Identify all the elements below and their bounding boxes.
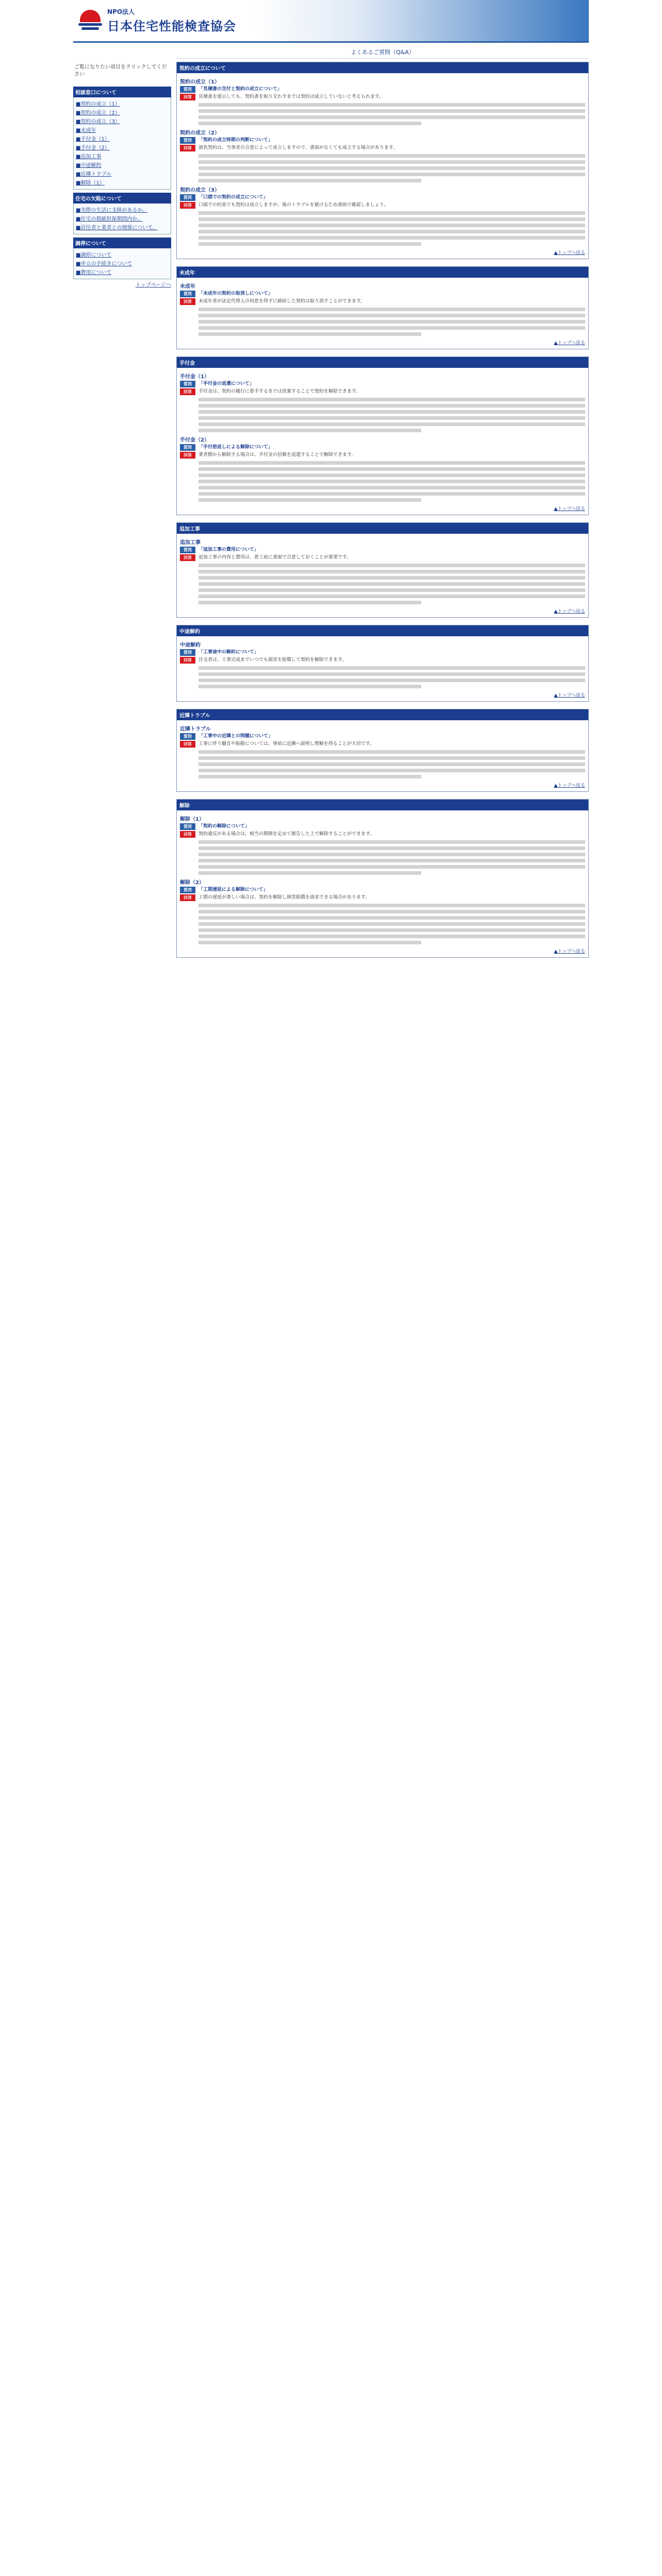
qa-item <box>180 538 585 604</box>
answer-text-line <box>198 115 585 119</box>
answer-text-line <box>198 224 585 227</box>
answer-badge: 回答 <box>180 657 195 664</box>
section-body <box>177 636 588 701</box>
nav-link[interactable]: ■契約の成立（3） <box>76 119 120 125</box>
answer-text-line <box>198 230 585 233</box>
nav-link[interactable]: ■費用について <box>76 270 112 276</box>
answer-badge: 回答 <box>180 894 195 901</box>
answer-text-line <box>198 756 585 760</box>
answer-text-line <box>198 498 421 502</box>
qa-heading[interactable]: 解除（1） <box>180 817 204 822</box>
answer-text-line <box>198 404 585 408</box>
answer-text-line <box>198 242 421 246</box>
section-title: 解除 <box>177 800 588 810</box>
answer-text-line <box>198 467 585 471</box>
answer-text-line <box>198 750 585 754</box>
nav-heading: 相談窓口について <box>73 87 171 97</box>
nav-link[interactable]: ■手付金（2） <box>76 145 110 151</box>
section-title: 手付金 <box>177 357 588 368</box>
answer-text: 未成年者が法定代理人の同意を得ずに締結した契約は取り消すことができます。 <box>198 299 366 304</box>
section-body <box>177 73 588 259</box>
question-text: 「契約の成立時期の判断について」 <box>198 138 273 143</box>
answer-row <box>180 831 585 838</box>
back-to-top-link[interactable]: ▲トップへ戻る <box>554 949 585 954</box>
answer-text: 手付金は、契約の履行に着手するまでは放棄することで契約を解除できます。 <box>198 389 361 394</box>
answer-text-line <box>198 308 585 311</box>
question-row <box>180 194 585 201</box>
answer-text-line <box>198 173 585 176</box>
answer-text-line <box>198 941 421 944</box>
back-to-top-link[interactable]: ▲トップへ戻る <box>554 341 585 346</box>
answer-text-line <box>198 326 585 330</box>
nav-link[interactable]: ■居住者と業者との関係について。 <box>76 225 158 231</box>
nav-heading: 調停について <box>73 238 171 248</box>
question-row <box>180 86 585 93</box>
question-badge: 質問 <box>180 887 195 893</box>
answer-text: 請負契約は、当事者の合意によって成立しますので、書面がなくても成立する場合があります。 <box>198 145 398 150</box>
answer-text-line <box>198 314 585 317</box>
qa-heading[interactable]: 中途解約 <box>180 642 201 648</box>
qa-heading[interactable]: 手付金（1） <box>180 374 209 380</box>
qa-item <box>180 435 585 502</box>
nav-heading: 住宅の欠陥について <box>73 193 171 204</box>
qa-heading[interactable]: 契約の成立（2） <box>180 130 220 136</box>
answer-text-line <box>198 853 585 856</box>
section-title: 近隣トラブル <box>177 709 588 720</box>
qa-heading[interactable]: 契約の成立（3） <box>180 188 220 193</box>
question-badge: 質問 <box>180 291 195 297</box>
question-badge: 質問 <box>180 137 195 144</box>
question-badge: 質問 <box>180 823 195 830</box>
question-badge: 質問 <box>180 444 195 451</box>
question-badge: 質問 <box>180 381 195 387</box>
answer-row <box>180 741 585 748</box>
faq-section <box>176 799 589 958</box>
question-text: 「工事途中の解約について」 <box>198 650 259 655</box>
qa-item <box>180 185 585 246</box>
answer-row <box>180 145 585 151</box>
qa-item <box>180 640 585 688</box>
nav-link[interactable]: ■未成年 <box>76 128 96 133</box>
qa-item <box>180 815 585 875</box>
org-type: NPO法人 <box>107 8 135 15</box>
answer-text-line <box>198 217 585 221</box>
answer-row <box>180 94 585 100</box>
nav-link[interactable]: ■申立の手続きについて <box>76 261 133 267</box>
answer-row <box>180 202 585 209</box>
answer-text: 契約違反がある場合は、相当の期間を定めて催告した上で解除することができます。 <box>198 832 375 837</box>
answer-text-line <box>198 320 585 324</box>
nav-box <box>73 97 171 190</box>
answer-badge: 回答 <box>180 554 195 561</box>
answer-text-line <box>198 492 585 496</box>
answer-text-line <box>198 410 585 414</box>
answer-text-line <box>198 236 585 240</box>
back-to-top-link[interactable]: ▲トップへ戻る <box>554 250 585 256</box>
answer-text-line <box>198 461 585 465</box>
intro-text: ご覧になりたい項目をクリックしてください <box>74 64 167 77</box>
qa-heading[interactable]: 追加工事 <box>180 540 201 546</box>
answer-row <box>180 298 585 305</box>
back-to-top-link[interactable]: ▲トップへ戻る <box>554 783 585 788</box>
faq-section <box>176 625 589 702</box>
answer-text-line <box>198 916 585 920</box>
answer-row <box>180 388 585 395</box>
answer-text-line <box>198 422 585 426</box>
site-logo[interactable] <box>77 7 236 34</box>
back-to-top-link[interactable]: ▲トップへ戻る <box>554 609 585 614</box>
answer-badge: 回答 <box>180 145 195 151</box>
question-row <box>180 547 585 553</box>
page <box>73 0 589 965</box>
back-to-top-link[interactable]: ▲トップへ戻る <box>554 693 585 698</box>
answer-text-line <box>198 672 585 676</box>
qa-heading[interactable]: 未成年 <box>180 284 195 290</box>
question-text: 「工期遅延による解除について」 <box>198 887 268 892</box>
answer-text-line <box>198 601 421 604</box>
answer-text-line <box>198 846 585 850</box>
answer-badge: 回答 <box>180 388 195 395</box>
answer-text-line <box>198 871 421 875</box>
answer-text: 業者側から解除する場合は、手付金の倍額を返還することで解除できます。 <box>198 452 356 457</box>
section-body <box>177 534 588 617</box>
qa-item <box>180 724 585 778</box>
question-row <box>180 137 585 144</box>
answer-text-line <box>198 666 585 670</box>
answer-badge: 回答 <box>180 202 195 209</box>
answer-text-line <box>198 769 585 772</box>
answer-text: 工事に伴う騒音や振動については、事前に近隣へ説明し理解を得ることが大切です。 <box>198 741 375 747</box>
answer-text-line <box>198 429 421 432</box>
answer-text-line <box>198 910 585 913</box>
nav-link[interactable]: ■契約の成立（2） <box>76 110 120 116</box>
question-row <box>180 887 585 893</box>
answer-text-line <box>198 103 585 107</box>
back-to-top-link[interactable]: ▲トップへ戻る <box>554 506 585 512</box>
qa-item <box>180 878 585 944</box>
top-page-link[interactable]: トップページへ <box>135 282 171 288</box>
question-badge: 質問 <box>180 733 195 740</box>
answer-text: 工期の遅延が著しい場合は、契約を解除し損害賠償を請求できる場合があります。 <box>198 895 370 900</box>
main-content <box>176 62 589 965</box>
question-text: 「追加工事の費用について」 <box>198 547 259 552</box>
answer-text-line <box>198 211 585 215</box>
section-body <box>177 810 588 957</box>
qa-heading[interactable]: 手付金（2） <box>180 437 209 443</box>
nav-link[interactable]: ■契約の成立（1） <box>76 101 120 107</box>
nav-link[interactable]: ■調停について <box>76 252 112 258</box>
answer-text-line <box>198 904 585 907</box>
answer-text-line <box>198 564 585 567</box>
answer-badge: 回答 <box>180 831 195 838</box>
nav-link[interactable]: ■中途解約 <box>76 163 102 168</box>
question-badge: 質問 <box>180 194 195 201</box>
qa-item <box>180 77 585 125</box>
question-text: 「手付金の返還について」 <box>198 381 254 386</box>
question-text: 「未成年の契約の取消しについて」 <box>198 291 273 296</box>
qa-heading[interactable]: 解除（2） <box>180 880 204 886</box>
answer-text-line <box>198 486 585 489</box>
question-row <box>180 291 585 297</box>
page-title: よくあるご質問（Q&A） <box>176 48 589 59</box>
qa-item <box>180 372 585 432</box>
answer-text-line <box>198 935 585 938</box>
nav-link[interactable]: ■解除（1） <box>76 180 105 186</box>
answer-badge: 回答 <box>180 452 195 459</box>
answer-text-line <box>198 859 585 862</box>
nav-box <box>73 204 171 234</box>
site-header <box>73 0 589 43</box>
question-badge: 質問 <box>180 86 195 93</box>
question-row <box>180 649 585 656</box>
answer-badge: 回答 <box>180 741 195 748</box>
nav-link[interactable]: ■実際の生活に支障があるか。 <box>76 208 148 213</box>
answer-text: 注文者は、工事完成までいつでも損害を賠償して契約を解除できます。 <box>198 657 347 663</box>
section-title: 未成年 <box>177 267 588 278</box>
answer-text-line <box>198 480 585 483</box>
answer-text-line <box>198 595 585 598</box>
section-title: 中途解約 <box>177 625 588 636</box>
answer-text-line <box>198 679 585 682</box>
faq-section <box>176 357 589 515</box>
answer-text-line <box>198 775 421 778</box>
answer-text-line <box>198 154 585 158</box>
answer-text-line <box>198 685 421 688</box>
answer-text-line <box>198 576 585 580</box>
question-text: 「見積書の交付と契約の成立について」 <box>198 87 282 92</box>
answer-text-line <box>198 570 585 573</box>
answer-text-line <box>198 762 585 766</box>
qa-heading[interactable]: 近隣トラブル <box>180 726 211 732</box>
question-badge: 質問 <box>180 547 195 553</box>
section-body <box>177 368 588 515</box>
answer-text: 見積書を提示しても、契約書を取り交わすまでは契約は成立していないと考えられます。 <box>198 94 384 99</box>
nav-link[interactable]: ■住宅の瑕疵担保期間内か。 <box>76 216 143 222</box>
answer-text-line <box>198 473 585 477</box>
answer-row <box>180 554 585 561</box>
answer-row <box>180 657 585 664</box>
answer-text-line <box>198 109 585 113</box>
question-text: 「工事中の近隣との問題について」 <box>198 734 273 739</box>
answer-text-line <box>198 922 585 926</box>
nav-link[interactable]: ■追加工事 <box>76 154 102 160</box>
qa-item <box>180 282 585 336</box>
logo-mark <box>77 8 103 33</box>
question-text: 「口頭での契約の成立について」 <box>198 195 268 200</box>
left-sidebar <box>73 62 171 289</box>
answer-text-line <box>198 865 585 869</box>
question-text: 「手付倍返しによる解除について」 <box>198 445 273 450</box>
question-row <box>180 381 585 387</box>
answer-text-line <box>198 582 585 586</box>
faq-section <box>176 266 589 349</box>
question-text: 「契約の解除について」 <box>198 824 250 829</box>
question-badge: 質問 <box>180 649 195 656</box>
answer-text-line <box>198 332 421 336</box>
section-title: 追加工事 <box>177 523 588 534</box>
qa-heading[interactable]: 契約の成立（1） <box>180 79 220 85</box>
nav-box <box>73 248 171 279</box>
question-row <box>180 733 585 740</box>
answer-text-line <box>198 928 585 932</box>
org-name: 日本住宅性能検査協会 <box>107 19 236 33</box>
answer-text-line <box>198 179 421 182</box>
answer-text-line <box>198 416 585 420</box>
nav-link[interactable]: ■手付金（1） <box>76 137 110 142</box>
answer-badge: 回答 <box>180 94 195 100</box>
question-row <box>180 823 585 830</box>
answer-text-line <box>198 166 585 170</box>
nav-link[interactable]: ■近隣トラブル <box>76 172 112 177</box>
answer-text-line <box>198 160 585 164</box>
section-body <box>177 278 588 349</box>
faq-section <box>176 62 589 259</box>
answer-text: 口頭での約束でも契約は成立しますが、後のトラブルを避けるため書面で確認しましょう。 <box>198 202 389 208</box>
section-body <box>177 720 588 791</box>
answer-badge: 回答 <box>180 298 195 305</box>
qa-item <box>180 128 585 182</box>
answer-text-line <box>198 122 421 125</box>
faq-section <box>176 522 589 618</box>
answer-row <box>180 894 585 901</box>
answer-row <box>180 452 585 459</box>
answer-text-line <box>198 588 585 592</box>
answer-text-line <box>198 840 585 844</box>
answer-text: 追加工事の内容と費用は、着工前に書面で合意しておくことが重要です。 <box>198 555 352 560</box>
question-row <box>180 444 585 451</box>
answer-text-line <box>198 398 585 401</box>
faq-section <box>176 709 589 792</box>
section-title: 契約の成立について <box>177 62 588 73</box>
